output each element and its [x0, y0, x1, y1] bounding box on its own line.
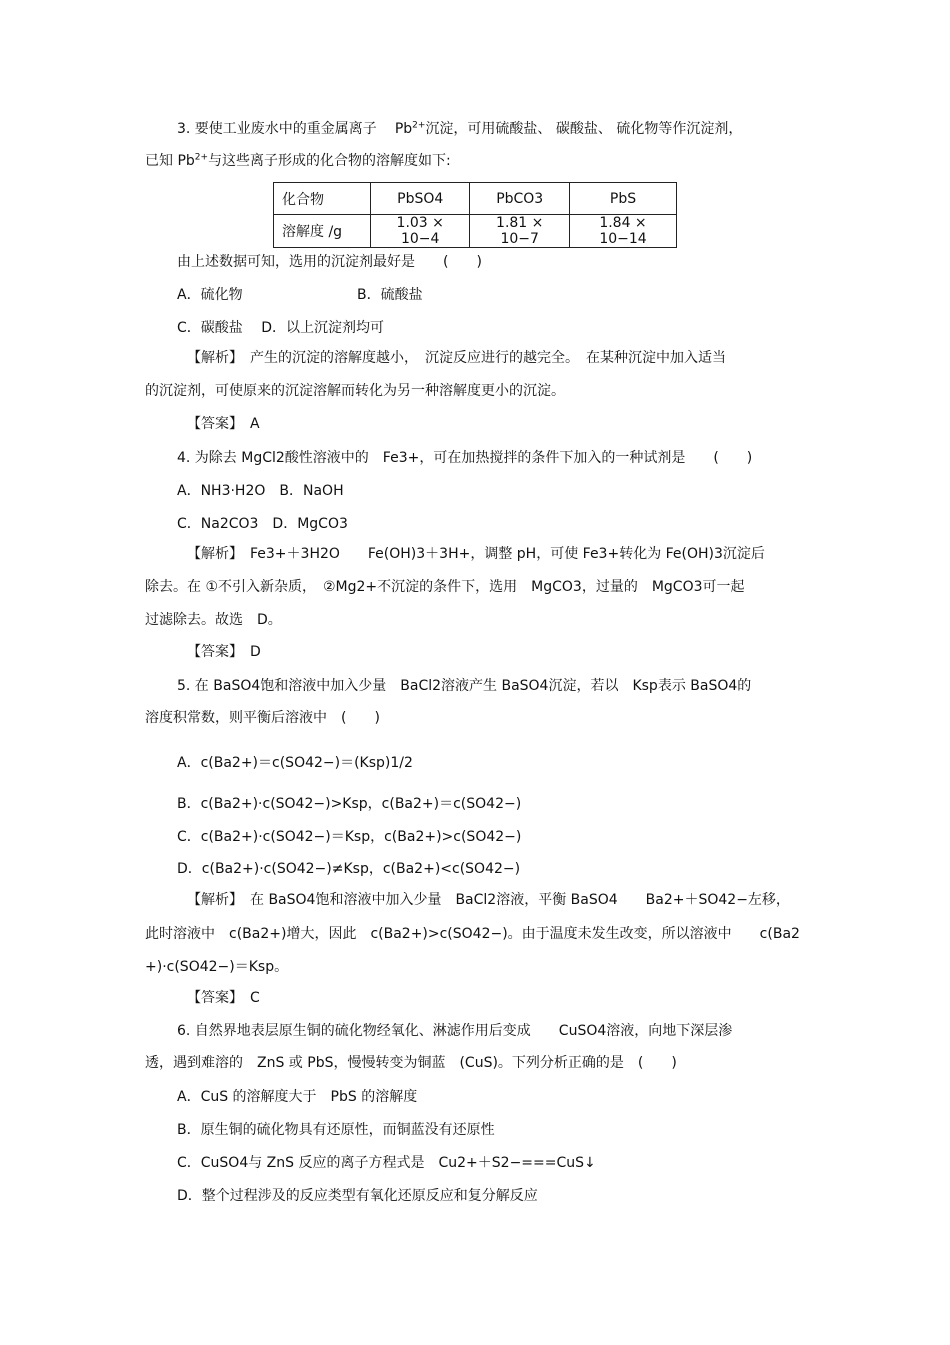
q3-analysis-line2: 的沉淀剂，可使原来的沉淀溶解而转化为另一种溶解度更小的沉淀。 [145, 383, 565, 399]
table-header-cell: PbCO3 [470, 183, 570, 215]
q5-analysis-line2: 此时溶液中 c(Ba2+)增大，因此 c(Ba2+)>c(SO42−)。由于温度未发生改变，所以溶液中 c(Ba2 [145, 926, 800, 942]
table-header-cell: PbSO4 [371, 183, 470, 215]
table-header-cell: PbS [570, 183, 677, 215]
q5-stem-line2: 溶度积常数，则平衡后溶液中 ( ) [145, 710, 380, 726]
table-cell: 1.84 × 10−14 [570, 215, 677, 248]
q5-stem-line1: 5. 在 BaSO4饱和溶液中加入少量 BaCl2溶液产生 BaSO4沉淀，若以 Ksp表示 BaSO4的 [177, 678, 752, 694]
q4-options-cd: C．Na2CO3 D．MgCO3 [177, 516, 348, 532]
q5-analysis-line1: 【解析】 在 BaSO4饱和溶液中加入少量 BaCl2溶液，平衡 BaSO4 Ba2+＋SO42−左移， [187, 892, 790, 908]
q3-stem-line1: 3. 要使工业废水中的重金属离子 $Pb^{2+}$沉淀，可用硫酸盐、 碳酸盐、 硫化物等作沉淀剂， [177, 120, 743, 137]
q5-option-c: C．c(Ba2+)·c(SO42−)＝Ksp，c(Ba2+)>c(SO42−) [177, 829, 522, 845]
table-row [274, 183, 677, 215]
table-cell: 1.03 × 10−4 [371, 215, 470, 248]
q6-option-c: C．CuSO4与 ZnS 反应的离子方程式是 Cu2+＋S2−===CuS↓ [177, 1155, 596, 1171]
q5-option-a: A．c(Ba2+)＝c(SO42−)＝(Ksp)1/2 [177, 755, 413, 771]
q6-stem-line1: 6. 自然界地表层原生铜的硫化物经氧化、淋滤作用后变成 CuSO4溶液，向地下深层渗 [177, 1023, 733, 1039]
solubility-table [273, 182, 677, 248]
q3-stem2: 由上述数据可知，选用的沉淀剂最好是 ( ) [177, 254, 482, 270]
q6-option-d: D．整个过程涉及的反应类型有氧化还原反应和复分解反应 [177, 1188, 538, 1204]
q6-option-b: B．原生铜的硫化物具有还原性，而铜蓝没有还原性 [177, 1122, 495, 1138]
q3-option-b: B．硫酸盐 [357, 287, 423, 303]
q5-option-d: D．c(Ba2+)·c(SO42−)≠Ksp，c(Ba2+)<c(SO42−) [177, 861, 521, 877]
q5-analysis-line3: +)·c(SO42−)＝Ksp。 [145, 959, 289, 975]
q4-analysis-line3: 过滤除去。故选 D。 [145, 612, 282, 628]
table-cell: 1.81 × 10−7 [470, 215, 570, 248]
q6-stem-line2: 透，遇到难溶的 ZnS 或 PbS，慢慢转变为铜蓝 (CuS)。下列分析正确的是 ( ) [145, 1055, 677, 1071]
table-header-cell: 化合物 [274, 183, 371, 215]
q5-option-b: B．c(Ba2+)·c(SO42−)>Ksp，c(Ba2+)＝c(SO42−) [177, 796, 522, 812]
q3-stem-line2: 已知 $Pb^{2+}$与这些离子形成的化合物的溶解度如下: [145, 152, 451, 169]
q4-answer: 【答案】 D [187, 644, 261, 660]
q4-options-ab: A．NH3·H2O B．NaOH [177, 483, 344, 499]
table-cell: 溶解度 /g [274, 215, 371, 248]
q6-option-a: A．CuS 的溶解度大于 PbS 的溶解度 [177, 1089, 418, 1105]
q3-option-a: A．硫化物 [177, 287, 243, 303]
q5-answer: 【答案】 C [187, 990, 260, 1006]
table-row [274, 215, 677, 248]
q3-options-cd: C．碳酸盐 D．以上沉淀剂均可 [177, 320, 385, 336]
q4-stem: 4. 为除去 MgCl2酸性溶液中的 Fe3+，可在加热搅拌的条件下加入的一种试剂是 ( ) [177, 450, 753, 466]
q4-analysis-line2: 除去。在 ①不引入新杂质， ②Mg2+不沉淀的条件下，选用 MgCO3，过量的 MgCO3可一起 [145, 579, 745, 595]
q4-analysis-line1: 【解析】 Fe3+＋3H2O Fe(OH)3＋3H+，调整 pH，可使 Fe3+转化为 Fe(OH)3沉淀后 [187, 546, 765, 562]
q3-analysis-line1: 【解析】 产生的沉淀的溶解度越小， 沉淀反应进行的越完全。 在某种沉淀中加入适当 [187, 350, 726, 366]
q3-answer: 【答案】 A [187, 416, 260, 432]
